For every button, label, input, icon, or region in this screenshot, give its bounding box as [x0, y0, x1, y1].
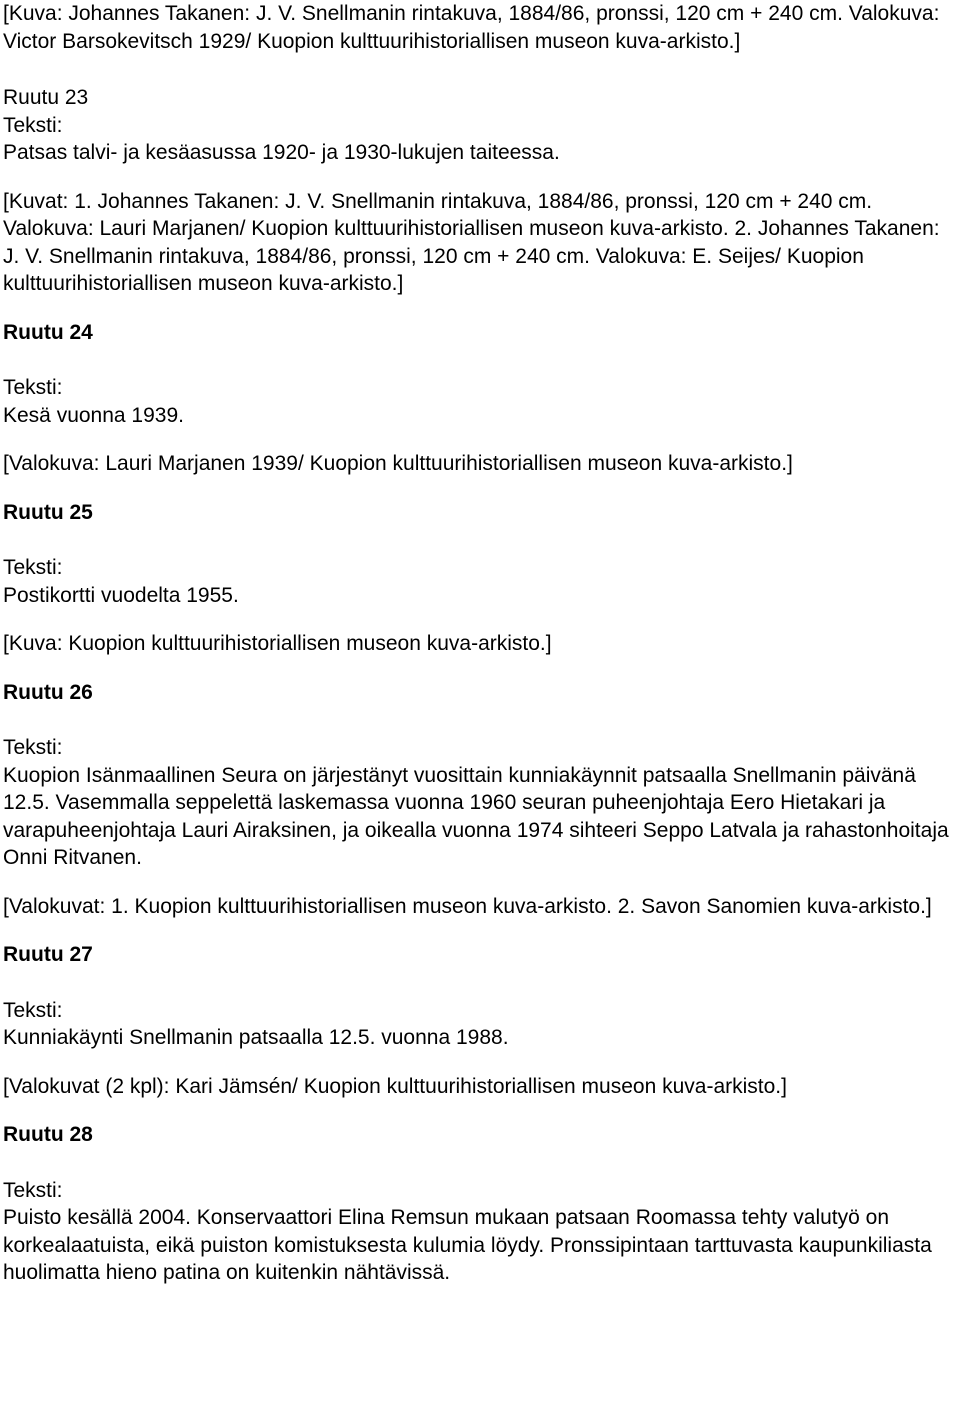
- image-caption: [Kuvat: 1. Johannes Takanen: J. V. Snellmanin rintakuva, 1884/86, pronssi, 120 cm + 240 cm. Valokuva: Lauri Marjanen/ Kuopion kulttuurihistoriallisen museon kuva-arkisto. 2. Johannes Takanen: J. V. Snellmanin rintakuva, 1884/86, pronssi, 120 cm + 240 cm. Valokuva: E. Seijes/ Kuopion kulttuurihistoriallisen museon kuva-arkisto.]: [3, 189, 940, 295]
- text-label: Teksti:: [3, 998, 63, 1022]
- section-text: Kunniakäynti Snellmanin patsaalla 12.5. vuonna 1988.: [3, 1026, 509, 1049]
- document-page: [3, 0, 958, 1287]
- image-caption: [Valokuva: Lauri Marjanen 1939/ Kuopion kulttuurihistoriallisen museon kuva-arkisto.]: [3, 452, 793, 475]
- section-text: Puisto kesällä 2004. Konservaattori Elina Remsun mukaan patsaan Roomassa tehty valutyö on korkealaatuista, eikä puiston komistuksesta kulumia löydy. Pronssipintaan tarttuvasta kaupunkiliasta huolimatta hieno patina on kuitenkin nähtävissä.: [3, 1206, 932, 1284]
- section-title-ruutu-27: Ruutu 27: [3, 943, 93, 966]
- text-label: Teksti:: [3, 736, 63, 759]
- text-label: Teksti:: [3, 113, 63, 137]
- image-caption: [Kuva: Johannes Takanen: J. V. Snellmanin rintakuva, 1884/86, pronssi, 120 cm + 240 cm. Valokuva: Victor Barsokevitsch 1929/ Kuopion kulttuurihistoriallisen museon kuva-arkisto.]: [3, 2, 940, 53]
- section-text: Kuopion Isänmaallinen Seura on järjestänyt vuosittain kunniakäynnit patsaalla Snellmanin päivänä 12.5. Vasemmalla seppelettä laskemassa vuonna 1960 seuran puheenjohtaja Eero Hietakari ja varapuheenjohtaja Lauri Airaksinen, ja oikealla vuonna 1974 sihteeri Seppo Latvala ja rahastonhoitaja Onni Ritvanen.: [3, 763, 949, 869]
- section-title-ruutu-24: Ruutu 24: [3, 320, 93, 344]
- text-label: Teksti:: [3, 1178, 63, 1202]
- text-label: Teksti:: [3, 376, 63, 399]
- section-text: Postikortti vuodelta 1955.: [3, 583, 239, 607]
- image-caption: [Kuva: Kuopion kulttuurihistoriallisen museon kuva-arkisto.]: [3, 632, 552, 655]
- section-text: Kesä vuonna 1939.: [3, 403, 184, 427]
- section-title-ruutu-23: Ruutu 23: [3, 86, 89, 109]
- image-caption: [Valokuvat (2 kpl): Kari Jämsén/ Kuopion kulttuurihistoriallisen museon kuva-arkisto.]: [3, 1074, 787, 1098]
- section-title-ruutu-28: Ruutu 28: [3, 1123, 93, 1146]
- section-text: Patsas talvi- ja kesäasussa 1920- ja 1930-lukujen taiteessa.: [3, 141, 560, 164]
- section-title-ruutu-26: Ruutu 26: [3, 680, 93, 704]
- image-caption: [Valokuvat: 1. Kuopion kulttuurihistoriallisen museon kuva-arkisto. 2. Savon Sanomien kuva-arkisto.]: [3, 894, 932, 918]
- section-title-ruutu-25: Ruutu 25: [3, 500, 93, 524]
- text-label: Teksti:: [3, 556, 63, 579]
